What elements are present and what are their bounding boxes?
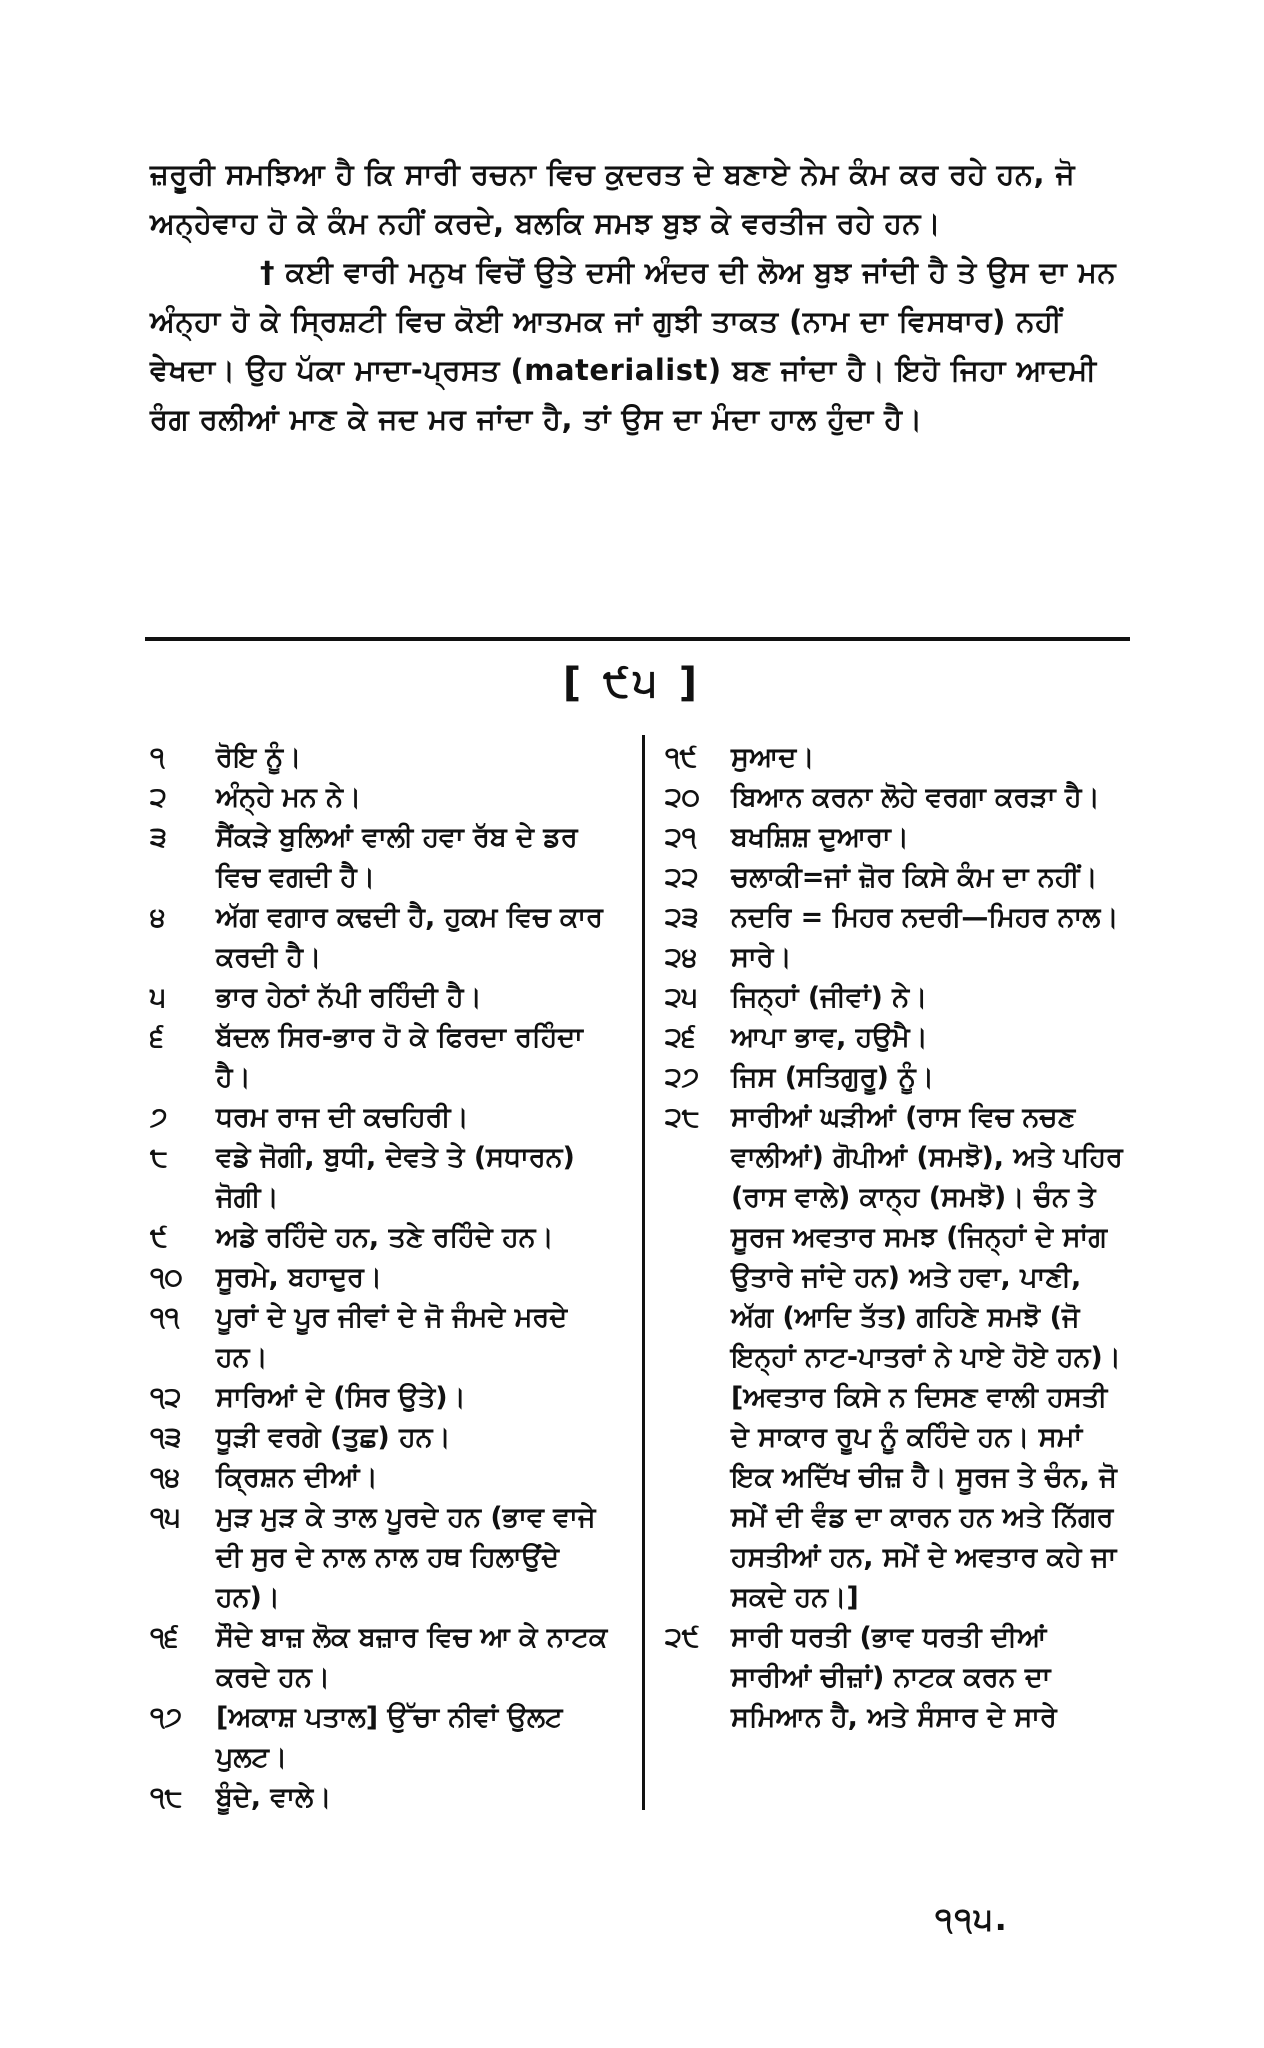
footnote-item [150, 778, 620, 818]
footnote-text: ਆਪਾ ਭਾਵ, ਹਉਮੈ। [731, 1022, 928, 1053]
footnote-number: ੧੫ [150, 1502, 181, 1533]
footnote-number: ੧ [150, 742, 165, 773]
footnote-item [150, 1458, 620, 1498]
footnote-number: ੬ [150, 1022, 164, 1053]
footnote-number: ੧੦ [150, 1262, 183, 1293]
footnote-number: ੨੪ [665, 942, 698, 973]
footnote-item [665, 858, 1130, 898]
footnote-text: ਭਾਰ ਹੇਠਾਂ ਨੱਪੀ ਰਹਿੰਦੀ ਹੈ। [216, 982, 482, 1013]
footnote-text: ਸਾਰਿਆਂ ਦੇ (ਸਿਰ ਉਤੇ)। [216, 1382, 466, 1413]
footnote-text: ਸਾਰੀ ਧਰਤੀ (ਭਾਵ ਧਰਤੀ ਦੀਆਂ ਸਾਰੀਆਂ ਚੀਜ਼ਾਂ) ਨਾਟਕ ਕਰਨ ਦਾ ਸਮਿਆਨ ਹੈ, ਅਤੇ ਸੰਸਾਰ ਦੇ ਸਾਰੇ [731, 1622, 1057, 1733]
footnote-item [150, 1098, 620, 1138]
footnote-item [665, 818, 1130, 858]
footnote-number: ੧੪ [150, 1462, 181, 1493]
footnote-text: ਮੁੜ ਮੁੜ ਕੇ ਤਾਲ ਪੂਰਦੇ ਹਨ (ਭਾਵ ਵਾਜੇ ਦੀ ਸੁਰ ਦੇ ਨਾਲ ਨਾਲ ਹਥ ਹਿਲਾਉਂਦੇ ਹਨ)। [216, 1502, 596, 1613]
footnote-item [150, 1018, 620, 1098]
intro-paragraph-2: † ਕਈ ਵਾਰੀ ਮਨੁਖ ਵਿਚੋਂ ਉਤੇ ਦਸੀ ਅੰਦਰ ਦੀ ਲੋਅ ਬੁਝ ਜਾਂਦੀ ਹੈ ਤੇ ਉਸ ਦਾ ਮਨ ਅੰਨ੍ਹਾ ਹੋ ਕੇ ਸ੍ਰਿਸ਼ਟੀ ਵਿਚ ਕੋਈ ਆਤਮਕ ਜਾਂ ਗੁਝੀ ਤਾਕਤ (ਨਾਮ ਦਾ ਵਿਸਥਾਰ) ਨਹੀਂ ਵੇਖਦਾ। ਉਹ ਪੱਕਾ ਮਾਦਾ-ਪ੍ਰਸਤ (materialist) ਬਣ ਜਾਂਦਾ ਹੈ। ਇਹੋ ਜਿਹਾ ਆਦਮੀ ਰੰਗ ਰਲੀਆਂ ਮਾਣ ਕੇ ਜਦ ਮਰ ਜਾਂਦਾ ਹੈ, ਤਾਂ ਉਸ ਦਾ ਮੰਦਾ ਹਾਲ ਹੁੰਦਾ ਹੈ। [150, 255, 1117, 436]
footnote-number: ੨੫ [665, 982, 698, 1013]
footnote-text: ਚਲਾਕੀ=ਜਾਂ ਜ਼ੋਰ ਕਿਸੇ ਕੰਮ ਦਾ ਨਹੀਂ। [731, 862, 1098, 893]
footnote-number: ੨੭ [665, 1062, 700, 1093]
footnote-text: ਸੁਆਦ। [731, 742, 815, 773]
column-divider [642, 735, 645, 1810]
page-number: ੧੧੫. [935, 1900, 1009, 1938]
footnote-item [150, 1378, 620, 1418]
footnote-item [665, 938, 1130, 978]
footnote-item [665, 738, 1130, 778]
footnote-text: ਨਦਰਿ = ਮਿਹਰ ਨਦਰੀ—ਮਿਹਰ ਨਾਲ। [731, 902, 1119, 933]
footnote-number: ੧੧ [150, 1302, 180, 1333]
footnote-text: ਰੋਇ ਨੂੰ। [216, 742, 302, 773]
footnote-number: ੧੯ [665, 742, 698, 773]
footnote-text: ਸੈਂਕੜੇ ਬੁਲਿਆਂ ਵਾਲੀ ਹਵਾ ਰੱਬ ਦੇ ਡਰ ਵਿਚ ਵਗਦੀ ਹੈ। [216, 822, 578, 893]
footnote-text: ਵਡੇ ਜੋਗੀ, ਬੁਧੀ, ਦੇਵਤੇ ਤੇ (ਸਧਾਰਨ) ਜੋਗੀ। [216, 1142, 575, 1213]
footnote-item [150, 978, 620, 1018]
footnote-text: ਬੂੰਦੇ, ਵਾਲੇ। [216, 1782, 332, 1813]
footnote-item [150, 1618, 620, 1698]
footnote-item [150, 1498, 620, 1618]
footnote-number: ੧੬ [150, 1622, 179, 1653]
footnote-item [665, 1058, 1130, 1098]
notes-left-column [150, 738, 620, 1818]
footnote-number: ੮ [150, 1142, 168, 1173]
footnote-item [150, 818, 620, 898]
section-number: [ ੯੫ ] [562, 660, 702, 706]
footnote-item [150, 1218, 620, 1258]
notes-right-column [665, 738, 1130, 1738]
footnote-text: ਧਰਮ ਰਾਜ ਦੀ ਕਚਹਿਰੀ। [216, 1102, 469, 1133]
footnote-item [665, 898, 1130, 938]
footnote-item [665, 978, 1130, 1018]
footnote-number: ੨੮ [665, 1102, 700, 1133]
footnote-number: ੨੩ [665, 902, 699, 933]
footnote-text: ਸਾਰੇ। [731, 942, 792, 973]
footnote-text: ਬੱਦਲ ਸਿਰ-ਭਾਰ ਹੋ ਕੇ ਫਿਰਦਾ ਰਹਿੰਦਾ ਹੈ। [216, 1022, 583, 1093]
footnote-text: ਅੰਨ੍ਹੇ ਮਨ ਨੇ। [216, 782, 362, 813]
intro-block [150, 150, 1130, 444]
footnote-item [150, 898, 620, 978]
footnote-text: ਧੂੜੀ ਵਰਗੇ (ਤੁਛ) ਹਨ। [216, 1422, 451, 1453]
footnote-item [150, 1418, 620, 1458]
footnote-number: ੩ [150, 822, 167, 853]
footnote-text: ਜਿਸ (ਸਤਿਗੁਰੂ) ਨੂੰ। [731, 1062, 935, 1093]
footnote-number: ੧੮ [150, 1782, 183, 1813]
footnote-text: ਅਡੇ ਰਹਿੰਦੇ ਹਨ, ਤਣੇ ਰਹਿੰਦੇ ਹਨ। [216, 1222, 554, 1253]
footnote-text: ਬਿਆਨ ਕਰਨਾ ਲੋਹੇ ਵਰਗਾ ਕਰੜਾ ਹੈ। [731, 782, 1100, 813]
footnote-item [150, 1698, 620, 1778]
footnote-item [150, 1138, 620, 1218]
footnote-number: ੨੨ [665, 862, 699, 893]
footnote-item [665, 778, 1130, 818]
footnote-item [665, 1098, 1130, 1618]
footnote-item [150, 1298, 620, 1378]
footnote-number: ੧੨ [150, 1382, 182, 1413]
footnote-number: ੭ [150, 1102, 168, 1133]
footnote-number: ੨੦ [665, 782, 700, 813]
footnote-text: ਕ੍ਰਿਸ਼ਨ ਦੀਆਂ। [216, 1462, 378, 1493]
footnote-text: ਸਾਰੀਆਂ ਘੜੀਆਂ (ਰਾਸ ਵਿਚ ਨਚਣ ਵਾਲੀਆਂ) ਗੋਪੀਆਂ (ਸਮਝੋ), ਅਤੇ ਪਹਿਰ (ਰਾਸ ਵਾਲੇ) ਕਾਨ੍ਹ (ਸਮਝੋ)। ਚੰਨ ਤੇ ਸੂਰਜ ਅਵਤਾਰ ਸਮਝ (ਜਿਨ੍ਹਾਂ ਦੇ ਸਾਂਗ ਉਤਾਰੇ ਜਾਂਦੇ ਹਨ) ਅਤੇ ਹਵਾ, ਪਾਣੀ, ਅੱਗ (ਆਦਿ ਤੱਤ) ਗਹਿਣੇ ਸਮਝੋ (ਜੋ ਇਨ੍ਹਾਂ ਨਾਟ-ਪਾਤਰਾਂ ਨੇ ਪਾਏ ਹੋਏ ਹਨ)। [ਅਵਤਾਰ ਕਿਸੇ ਨ ਦਿਸਣ ਵਾਲੀ ਹਸਤੀ ਦੇ ਸਾਕਾਰ ਰੂਪ ਨੂੰ ਕਹਿੰਦੇ ਹਨ। ਸਮਾਂ ਇਕ ਅਦਿੱਖ ਚੀਜ਼ ਹੈ। ਸੂਰਜ ਤੇ ਚੰਨ, ਜੋ ਸਮੇਂ ਦੀ ਵੰਡ ਦਾ ਕਾਰਨ ਹਨ ਅਤੇ ਨਿੱਗਰ ਹਸਤੀਆਂ ਹਨ, ਸਮੇਂ ਦੇ ਅਵਤਾਰ ਕਹੇ ਜਾ ਸਕਦੇ ਹਨ।] [731, 1102, 1123, 1613]
footnote-number: ੯ [150, 1222, 168, 1253]
footnote-number: ੨੬ [665, 1022, 696, 1053]
footnote-text: [ਅਕਾਸ਼ ਪਤਾਲ] ਉੱਚਾ ਨੀਵਾਂ ਉਲਟ ਪੁਲਟ। [216, 1702, 563, 1773]
footnote-item [665, 1018, 1130, 1058]
footnote-text: ਜਿਨ੍ਹਾਂ (ਜੀਵਾਂ) ਨੇ। [731, 982, 928, 1013]
footnote-item [150, 1778, 620, 1818]
footnote-number: ੨ [150, 782, 167, 813]
footnote-text: ਅੱਗ ਵਗਾਰ ਕਢਦੀ ਹੈ, ਹੁਕਮ ਵਿਚ ਕਾਰ ਕਰਦੀ ਹੈ। [216, 902, 603, 973]
intro-paragraph-1: ਜ਼ਰੂਰੀ ਸਮਝਿਆ ਹੈ ਕਿ ਸਾਰੀ ਰਚਨਾ ਵਿਚ ਕੁਦਰਤ ਦੇ ਬਣਾਏ ਨੇਮ ਕੰਮ ਕਰ ਰਹੇ ਹਨ, ਜੋ ਅਨ੍ਹੇਵਾਹ ਹੋ ਕੇ ਕੰਮ ਨਹੀਂ ਕਰਦੇ, ਬਲਕਿ ਸਮਝ ਬੁਝ ਕੇ ਵਰਤੀਜ ਰਹੇ ਹਨ। [150, 157, 1076, 240]
footnote-item [665, 1618, 1130, 1738]
footnote-number: ੨੯ [665, 1622, 700, 1653]
footnote-number: ੫ [150, 982, 166, 1013]
footnote-number: ੪ [150, 902, 166, 933]
footnote-number: ੨੧ [665, 822, 697, 853]
footnote-number: ੧੭ [150, 1702, 183, 1733]
footnote-item [150, 738, 620, 778]
footnote-text: ਬਖਸ਼ਿਸ਼ ਦੁਆਰਾ। [731, 822, 909, 853]
footnote-text: ਸੌਦੇ ਬਾਜ਼ ਲੋਕ ਬਜ਼ਾਰ ਵਿਚ ਆ ਕੇ ਨਾਟਕ ਕਰਦੇ ਹਨ। [216, 1622, 608, 1693]
footnote-item [150, 1258, 620, 1298]
footnote-text: ਸੂਰਮੇ, ਬਹਾਦੁਰ। [216, 1262, 383, 1293]
footnote-text: ਪੂਰਾਂ ਦੇ ਪੂਰ ਜੀਵਾਂ ਦੇ ਜੋ ਜੰਮਦੇ ਮਰਦੇ ਹਨ। [216, 1302, 568, 1373]
horizontal-divider [145, 637, 1130, 641]
footnote-number: ੧੩ [150, 1422, 182, 1453]
